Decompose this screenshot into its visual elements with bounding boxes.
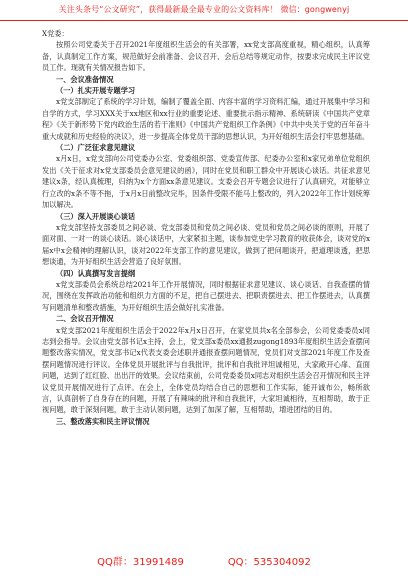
intro-paragraph: 按照公司党委关于召开2021年度组织生活会的有关部署，xx党支部高度重视，精心组织，认真筹备，认真制定工作方案，规范做好会前准备、会议召开、会后总结等规定动作，按要求完成民主评议党员工作。现就有关情况报告如下。	[42, 40, 370, 73]
section-heading-preparation: 一、会议准备情况	[56, 74, 114, 84]
promo-banner: 关注头条号“公文研究”，获得最新最全最专业的公文资料库！ 微信：gongwenyj	[0, 0, 408, 21]
subheading-outline: （四）认真撰写发言提纲	[56, 268, 136, 278]
qq-group-text: QQ群：31991489	[97, 557, 184, 568]
salutation: X党委：	[42, 29, 69, 38]
section-heading-rectification: 三、整改落实和民主评议情况	[56, 416, 150, 426]
paragraph-study: x党支部制定了系统的学习计划，编制了覆盖全面、内容丰富的学习资料汇编，通过开展集中学习和自学的方式，学习XXX关于xx地区和xx行业的重要论述、重要批示指示精神、系统研读《中国共产党章程》《关于新形势下党内政治生活的若干准则》《中国共产党组织工作条例》《中共中央关于党的百年奋斗重大成就和历史经验的决议》，进一步提高全体党员干部的思想认识，为开好组织生活会打牢思想基础。	[42, 97, 370, 141]
paragraph-opinions: x月x日，x党支部向公司党委办公室、党委组织部、党委宣传部、纪委办公室和x家兄弟单位党组织发出《关于征求对x党支部委员会意见建议的函》，同时在党员和职工群众中开展谈心谈话。共征求意见建议x条，经认真梳理，归纳为x个方面xx条意见建议。支委会召开专题会议进行了认真研究，对能够立行立改的x条不等不拖，于x月x日前整改完毕，因条件受限不能马上整改的，列入2022年工作计划统筹加以解决。	[42, 154, 370, 210]
subheading-opinions: （二）广泛征求意见建议	[56, 143, 136, 153]
paragraph-meeting: x党支部2021年度组织生活会于2022年x月x日召开，在家党员共x名全部参会，公司党委委员x同志到会指导。会议由党支部书记x主持，会上，党支部x委员xx通报zugong1893年度组织生活会查摆问题整改落实情况，党支部书记x代表支委会述职并通报查摆问题情况，党员们对支部2021年度工作及查摆问题情况进行评议。全体党员开展批评与自我批评，批评和自我批评坦诚相见，大家敞开心扉、直面问题，达到了红红脸、出出汗的效果。会议结束前，公司党委委员x同志对组织生活会召开情况和民主评议党员开展情况进行了点评。在会上，全体党员均结合自己的思想和工作实际，能开诚布公，畅所欲言，认真剖析了自身存在的问题，开展了有辣味的批评和自我批评，大家坦诚相待，互相帮助，敢于正视问题，敢于深刻问题，敢于主动认领问题，达到了加深了解，互相帮助，增进团结的目的。	[42, 325, 370, 415]
document-body	[42, 28, 370, 427]
section-heading-meeting: 二、会议召开情况	[56, 314, 114, 324]
subheading-study: （一）扎实开展专题学习	[56, 86, 136, 96]
paragraph-talks: x党支部坚持支部委员之间必谈、党支部委员和党员之间必谈、党员和党员之间必谈的原则，开展了面对面、一对一的谈心谈话。谈心谈话中，大家紧扣主题，谈参加党史学习教育的收获体会，谈对党的x届x中x会精神的理解认识，谈对2022年支部工作的意见建议，做到了把问题谈开，把道理谈透，把思想谈通，为开好组织生活会营造了良好氛围。	[42, 222, 370, 267]
subheading-talks: （三）深入开展谈心谈话	[56, 211, 136, 221]
paragraph-outline: x党支部委员会系统总结2021年工作开展情况，同时根据征求意见建议、谈心谈话、自我查摆的情况，围绕在发挥政治功能和组织力方面的不足，把自己摆进去、把职责摆进去、把工作摆进去，认真撰写问题清单和整改措施，为开好组织生活会做好扎实准备。	[42, 279, 370, 312]
qq-contact-text: QQ：535304092	[227, 557, 311, 568]
contact-footer	[0, 554, 408, 572]
